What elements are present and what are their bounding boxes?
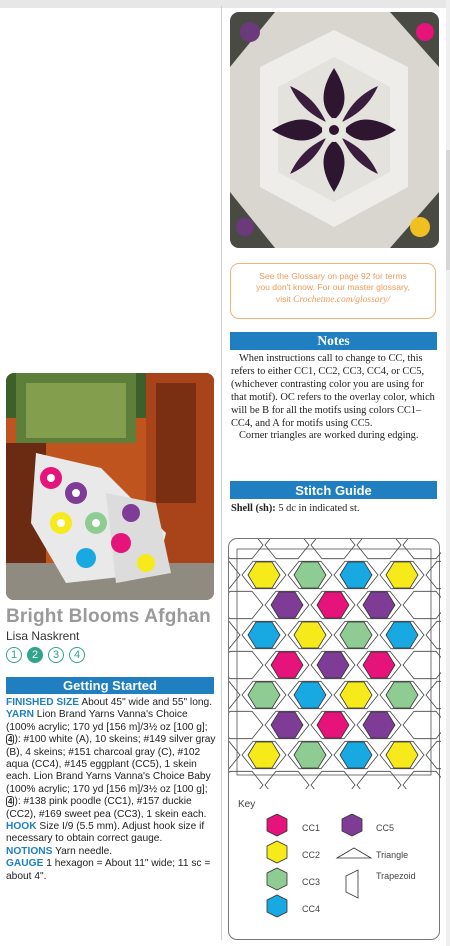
hook: HOOK Size I/9 (5.5 mm). Adjust hook size if necessary to obtain correct gauge.: [6, 821, 205, 845]
key-cc2-label: CC2: [302, 850, 321, 860]
notions-label: NOTIONS: [6, 845, 53, 857]
hex-outline: [426, 621, 441, 648]
hexagon-motif-cc2: [386, 742, 418, 768]
hexagon-motif-cc5: [317, 652, 349, 678]
hexagon-motif-cc1: [317, 592, 349, 618]
hex-outline: [403, 771, 441, 789]
notes-paragraph: When instructions call to change to CC, this refers to either CC1, CC2, CC3, CC4, or CC5, (whichever contrasting color you are using for that motif). OC refers to the overlay color, which will be B for all the motifs using colors CC1–CC4, and A for motifs using CC5.: [231, 353, 435, 429]
key-trapezoid-label: Trapezoid: [376, 871, 416, 881]
hex-outline: [229, 651, 263, 678]
scrollbar[interactable]: [446, 0, 450, 946]
hexagon-motif-cc3: [294, 742, 326, 768]
shell-stitch-definition: Shell (sh): 5 dc in indicated st.: [231, 503, 360, 514]
getting-started-heading: Getting Started: [6, 677, 214, 694]
finished-size: FINISHED SIZE About 45" wide and 55" long.: [6, 697, 213, 708]
trapezoid-icon: [346, 870, 358, 898]
hex-outline: [403, 591, 441, 618]
hex-outline: [403, 651, 441, 678]
gauge: GAUGE 1 hexagon = About 11" wide; 11 sc = about 4".: [6, 858, 211, 882]
hexagon-motif-cc3: [340, 622, 372, 648]
gauge-label: GAUGE: [6, 858, 44, 870]
notions: NOTIONS Yarn needle.: [6, 845, 113, 857]
hexagon-motif-cc2: [248, 562, 280, 588]
hex-outline: [357, 771, 401, 789]
pattern-title: Bright Blooms Afghan: [6, 606, 211, 627]
hexagon-motif-cc3: [294, 562, 326, 588]
hexagon-motif-cc1: [363, 652, 395, 678]
stitch-guide-heading: Stitch Guide: [230, 481, 437, 499]
cc2-swatch-icon: [267, 841, 287, 863]
hex-outline: [229, 681, 240, 708]
cc5-swatch-icon: [342, 814, 362, 836]
hook-label: HOOK: [6, 821, 37, 833]
hexagon-motif-cc5: [271, 712, 303, 738]
hexagon-motif-cc4: [340, 742, 372, 768]
skill-level-indicator: [6, 647, 85, 663]
hex-outline: [426, 741, 441, 768]
hex-outline: [426, 681, 441, 708]
motif-closeup-photo: [230, 12, 439, 248]
finished-size-label: FINISHED SIZE: [6, 697, 80, 708]
hex-outline: [229, 711, 263, 738]
yarn: YARN Lion Brand Yarns Vanna's Choice (100% acrylic; 170 yd [156 m]/3½ oz [100 g]; 4 ): #100 white (A), 10 skeins; #149 silver gray (B), 4 skeins; #151 charcoal gray (C), #102 aqua (CC4), #145 eggplant (CC5), 1 skein each. Lion Brand Yarns Vanna's Choice Baby (100% acrylic; 170 yd [156 m]/3½ oz [100 g]; 4 ): #138 pink poodle (CC1), #157 duckie (CC2), #169 sweet pea (CC3), 1 skein each.: [6, 709, 216, 820]
glossary-callout: See the Glossary on page 92 for terms you don't know. For our master glossary, visit Crochetme.com/glossary/: [230, 263, 436, 319]
hex-outline: [229, 741, 240, 768]
hex-outline: [403, 711, 441, 738]
hexagon-motif-cc2: [294, 622, 326, 648]
cc1-swatch-icon: [267, 814, 287, 836]
notes-paragraph: Corner triangles are worked during edging.: [239, 430, 419, 442]
hexagon-motif-cc4: [294, 682, 326, 708]
hex-outline: [229, 621, 240, 648]
yarn-weight-icon: 4: [8, 797, 13, 807]
hex-outline: [229, 561, 240, 588]
hex-outline: [426, 561, 441, 588]
key-cc4-label: CC4: [302, 904, 321, 914]
hex-outline: [265, 771, 309, 789]
cc4-swatch-icon: [267, 895, 287, 917]
hexagon-motif-cc3: [386, 682, 418, 708]
skill-level-3: 3: [48, 647, 64, 663]
skill-level-2: 2: [27, 647, 43, 663]
hexagon-motif-cc4: [340, 562, 372, 588]
hexagon-motif-cc3: [248, 682, 280, 708]
cc3-swatch-icon: [267, 868, 287, 890]
yarn-label: YARN: [6, 709, 34, 721]
notes-body: [231, 353, 437, 443]
hexagon-motif-cc1: [271, 652, 303, 678]
skill-level-4: 4: [69, 647, 85, 663]
glossary-link[interactable]: Crochetme.com/glossary/: [293, 294, 391, 305]
hexagon-motif-cc1: [317, 712, 349, 738]
hex-outline: [311, 771, 355, 789]
getting-started-body: [6, 697, 216, 883]
hexagon-motif-cc2: [340, 682, 372, 708]
hexagon-motif-cc5: [363, 592, 395, 618]
key-triangle-label: Triangle: [376, 850, 409, 860]
hexagon-motif-cc4: [386, 622, 418, 648]
key-cc1-label: CC1: [302, 823, 321, 833]
key-cc3-label: CC3: [302, 877, 321, 887]
key-title: Key: [238, 799, 256, 810]
notes-heading: Notes: [230, 332, 437, 350]
hex-outline: [229, 591, 263, 618]
afghan-car-photo: [6, 373, 214, 600]
triangle-icon: [337, 848, 371, 858]
hexagon-layout-grid: [229, 539, 441, 789]
key-cc5-label: CC5: [376, 823, 395, 833]
scrollbar-thumb[interactable]: [446, 150, 450, 270]
hexagon-motif-cc5: [271, 592, 303, 618]
top-bar: [0, 0, 450, 8]
skill-level-1: 1: [6, 647, 22, 663]
hexagon-motif-cc2: [248, 742, 280, 768]
designer-name: Lisa Naskrent: [6, 629, 80, 643]
column-divider: [221, 6, 222, 940]
hexagon-motif-cc4: [248, 622, 280, 648]
hexagon-motif-cc2: [386, 562, 418, 588]
hex-outline: [229, 771, 263, 789]
yarn-weight-icon: 4: [8, 735, 13, 745]
hexagon-motif-cc5: [363, 712, 395, 738]
